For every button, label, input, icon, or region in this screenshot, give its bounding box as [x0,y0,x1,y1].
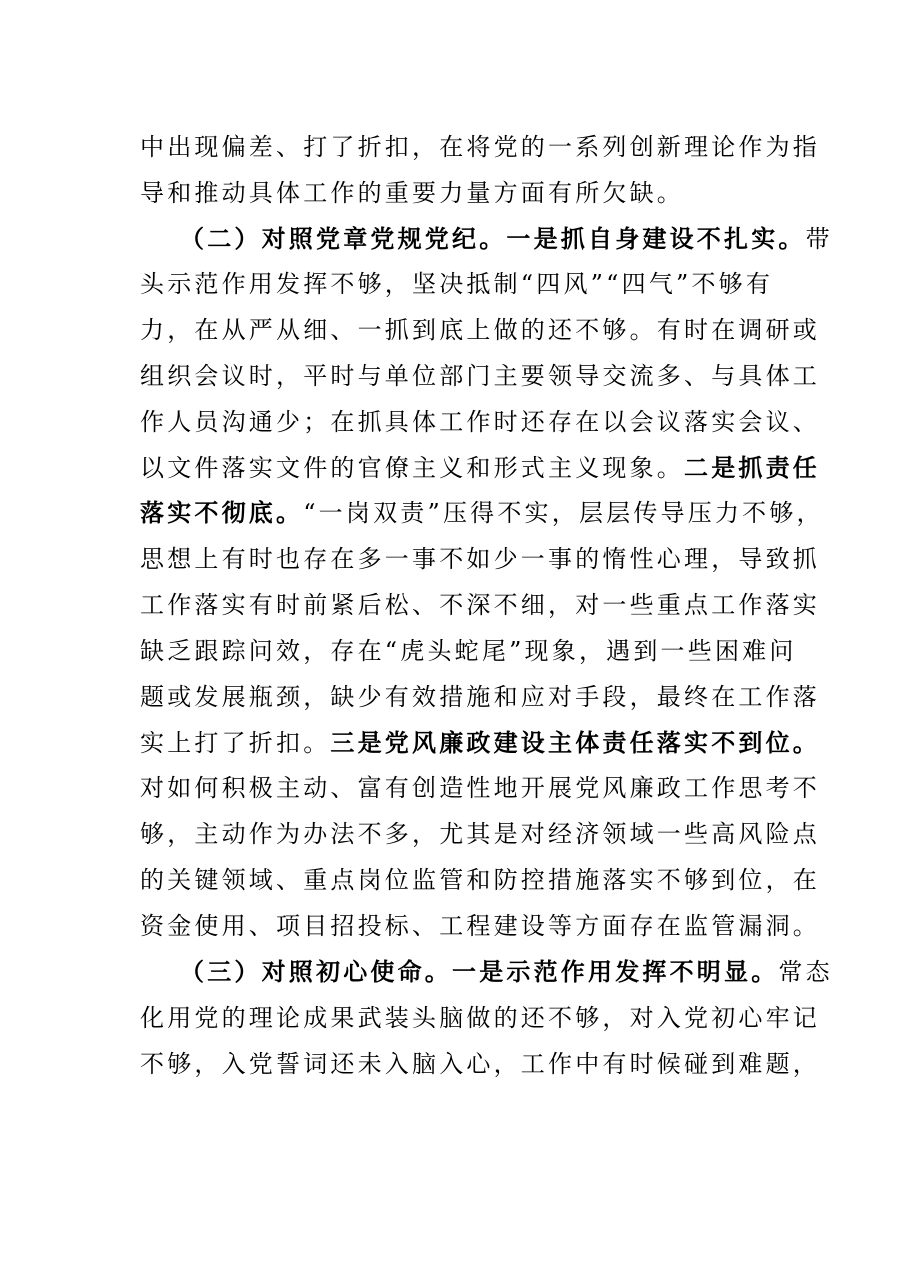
text-line [140,493,824,533]
text-line [140,264,780,304]
text-line [140,173,780,213]
text-line [140,677,820,717]
text-segment: 组织会议时，平时与单位部门主要领导交流多、与具体工 [140,362,820,390]
bold-text-segment: 二是抓责任 [684,454,820,482]
bold-text-segment: 三是党风廉政建设主体责任落实不到位。 [330,729,821,757]
text-segment: 常态 [778,958,833,986]
text-line [140,310,820,350]
text-segment: 题或发展瓶颈，缺少有效措施和应对手段，最终在工作落 [140,683,820,711]
text-line [140,860,820,900]
text-segment: 导和推动具体工作的重要力量方面有所欠缺。 [140,179,684,207]
text-line [180,952,833,992]
text-line [140,539,820,579]
text-line [140,585,820,625]
text-segment: 实上打了折扣。 [140,729,331,757]
text-segment: 以文件落实文件的官僚主义和形式主义现象。 [140,454,684,482]
text-segment: 缺乏跟踪问效，存在“虎头蛇尾”现象，遇到一些困难问 [140,637,797,665]
text-segment: 作人员沟通少；在抓具体工作时还存在以会议落实会议、 [140,408,820,436]
text-segment: 思想上有时也存在多一事不如少一事的惰性心理，导致抓 [140,545,820,573]
text-line [140,402,820,442]
text-line [140,906,820,946]
text-segment: 的关键领域、重点岗位监管和防控措施落实不够到位，在 [140,866,820,894]
text-segment: 不够，入党誓词还未入脑入心，工作中有时候碰到难题， [140,1050,820,1078]
text-line [140,723,821,763]
text-segment: “一岗双责”压得不实，层层传导压力不够， [303,499,824,527]
text-line [140,814,820,854]
text-segment: 对如何积极主动、富有创造性地开展党风廉政工作思考不 [140,774,820,802]
text-line [140,998,820,1038]
text-segment: 够，主动作为办法不多，尤其是对经济领域一些高风险点 [140,820,820,848]
text-segment: 带 [805,225,833,253]
text-segment: 资金使用、项目招投标、工程建设等方面存在监管漏洞。 [140,912,820,940]
text-segment: 工作落实有时前紧后松、不深不细，对一些重点工作落实 [140,591,820,619]
text-line [140,127,820,167]
bold-text-segment: 落实不彻底。 [140,499,304,527]
text-segment: 化用党的理论成果武装头脑做的还不够，对入党初心牢记 [140,1004,820,1032]
text-segment: 头示范作用发挥不够，坚决抵制“四风”“四气”不够有 [140,270,774,298]
text-line [180,219,833,259]
text-segment: 中出现偏差、打了折扣，在将党的一系列创新理论作为指 [140,133,820,161]
text-line [140,448,820,488]
bold-text-segment: （三）对照初心使命。一是示范作用发挥不明显。 [180,958,779,986]
text-line [140,356,820,396]
text-line [140,631,797,671]
text-segment: 力，在从严从细、一抓到底上做的还不够。有时在调研或 [140,316,820,344]
text-line [140,768,820,808]
text-line [140,1044,820,1084]
bold-text-segment: （二）对照党章党规党纪。一是抓自身建设不扎实。 [180,225,806,253]
